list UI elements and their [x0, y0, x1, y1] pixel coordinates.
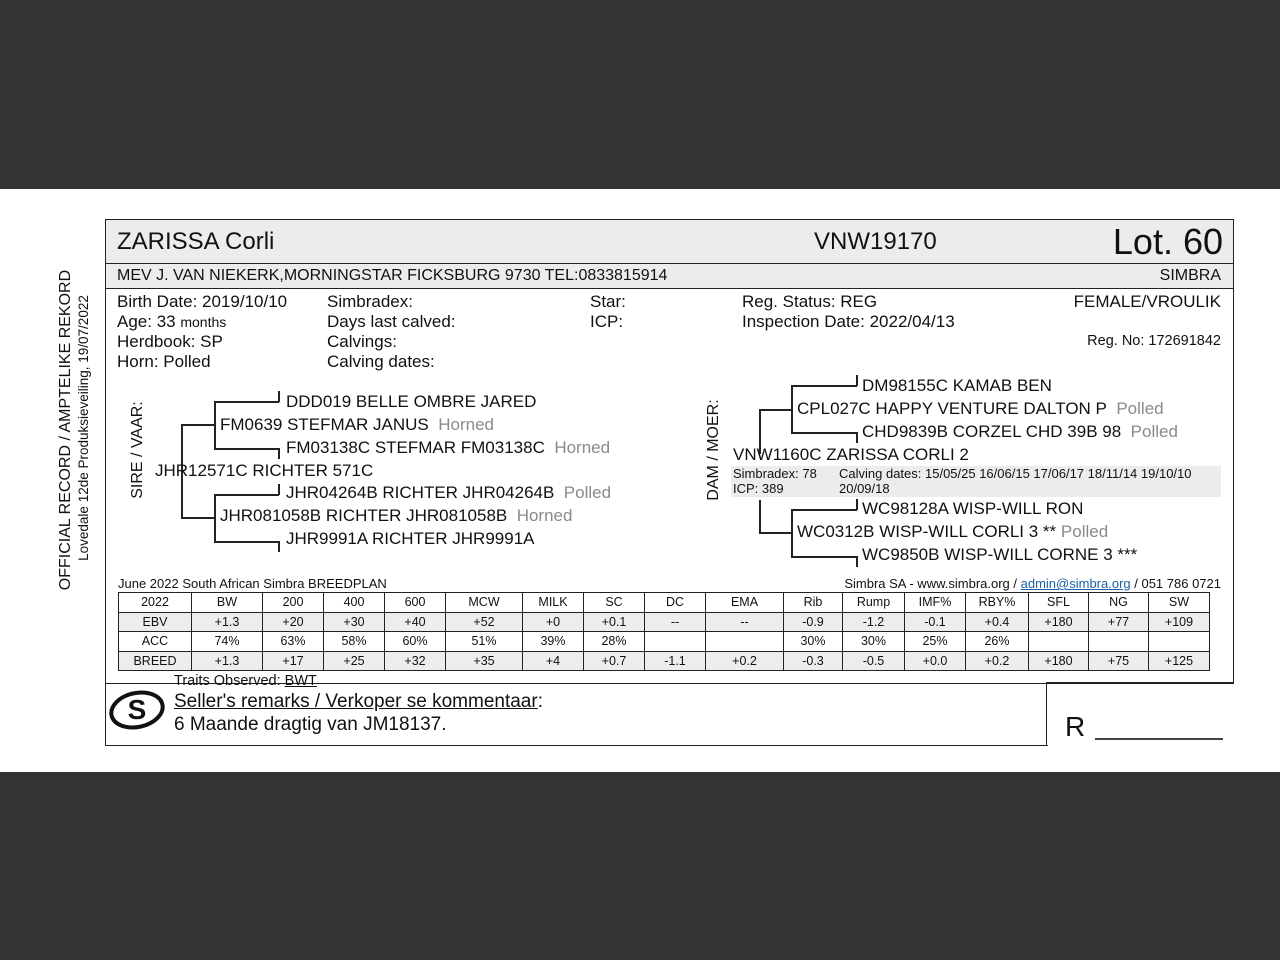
table-cell: -0.9 [784, 612, 843, 632]
table-cell: -0.1 [905, 612, 966, 632]
table-cell: +125 [1149, 651, 1210, 671]
sire-sire-dam-name: FM03138C STEFMAR FM03138C [286, 438, 545, 457]
dam-dam-name: WC0312B WISP-WILL CORLI 3 ** [797, 522, 1057, 541]
animal-name: ZARISSA Corli [117, 228, 275, 255]
table-cell: +35 [446, 651, 523, 671]
sire-dam [220, 506, 572, 526]
table-header-cell: SC [584, 593, 645, 613]
dam-sire-horn: Polled [1116, 399, 1164, 418]
svg-text:S: S [127, 694, 147, 725]
sire-sire [220, 415, 494, 435]
sire-sire-dam-horn: Horned [554, 438, 611, 457]
table-header-cell: 200 [263, 593, 324, 613]
breedplan-caption: June 2022 South African Simbra BREEDPLAN [118, 576, 387, 591]
table-cell: BREED [119, 651, 192, 671]
sex: FEMALE/VROULIK [1073, 292, 1221, 311]
table-header-cell: DC [645, 593, 706, 613]
days-last-calved: Days last calved: [327, 312, 456, 331]
table-header-cell: RBY% [966, 593, 1029, 613]
table-header-cell: Rib [784, 593, 843, 613]
dam-calving-dates: Calving dates: 15/05/25 16/06/15 17/06/17 18/11/14 19/10/10 [839, 466, 1192, 481]
sire-dam-sire-horn: Polled [563, 483, 612, 502]
table-header-cell: SFL [1029, 593, 1089, 613]
traits-observed [174, 673, 317, 689]
reg-number: Reg. No: 172691842 [1087, 333, 1221, 349]
table-cell: 26% [966, 632, 1029, 652]
sire-dam-horn: Horned [516, 506, 573, 525]
table-cell: +30 [324, 612, 385, 632]
table-row [119, 612, 1210, 632]
sire-name: JHR12571C RICHTER 571C [155, 461, 374, 480]
catalogue-sheet [0, 189, 1280, 772]
table-header-cell: 2022 [119, 593, 192, 613]
breedplan-contact [844, 576, 1221, 591]
dam-label: DAM / MOER: [705, 399, 722, 501]
table-header-cell: Rump [843, 593, 905, 613]
table-cell: +32 [385, 651, 446, 671]
dam-dam-sire: WC98128A WISP-WILL RON [862, 499, 1084, 518]
animal-id: VNW19170 [814, 228, 937, 255]
table-cell: +0.2 [966, 651, 1029, 671]
inspection-date: Inspection Date: 2022/04/13 [742, 312, 955, 331]
table-cell: 58% [324, 632, 385, 652]
event-label: Lovedale 12de Produksieveiling, 19/07/2022 [76, 295, 91, 561]
sire-sire-horn: Horned [438, 415, 494, 434]
table-cell: 28% [584, 632, 645, 652]
table-cell: +1.3 [192, 612, 263, 632]
table-cell [1089, 632, 1149, 652]
price-label: R [1065, 711, 1086, 742]
table-header-cell: NG [1089, 593, 1149, 613]
table-header-cell: BW [192, 593, 263, 613]
dam-sire-dam [862, 422, 1178, 442]
dam-dam-horn: Polled [1060, 522, 1109, 541]
table-cell: +0.4 [966, 612, 1029, 632]
remarks-heading [174, 691, 543, 713]
dam-sire-dam-name: CHD9839B CORZEL CHD 39B 98 [862, 422, 1122, 441]
breedplan-table [118, 592, 1210, 671]
table-header-cell: MILK [523, 593, 584, 613]
dam-sire-name: CPL027C HAPPY VENTURE DALTON P [797, 399, 1107, 418]
contact-email-link[interactable]: admin@simbra.org [1020, 576, 1131, 591]
contact-website: Simbra SA - www.simbra.org / [844, 576, 1021, 591]
table-cell: -- [645, 612, 706, 632]
table-cell: +4 [523, 651, 584, 671]
table-header-cell: IMF% [905, 593, 966, 613]
breed-label: SIMBRA [1159, 267, 1221, 284]
age [117, 312, 226, 332]
dam-dam-dam: WC9850B WISP-WILL CORNE 3 *** [862, 545, 1138, 564]
table-header-cell: 600 [385, 593, 446, 613]
table-cell: +180 [1029, 612, 1089, 632]
dam-name: VNW1160C ZARISSA CORLI 2 [733, 445, 969, 464]
dam-calving-dates-cont: 20/09/18 [839, 481, 890, 496]
lot-number: Lot. 60 [1112, 221, 1223, 262]
table-cell: +17 [263, 651, 324, 671]
dam-sire [797, 399, 1164, 419]
lot-card [105, 219, 1234, 684]
remarks-colon: : [537, 691, 543, 712]
simbra-logo-icon [108, 686, 166, 732]
sire-sire-name: FM0639 STEFMAR JANUS [220, 415, 429, 434]
table-row [119, 632, 1210, 652]
table-header-cell: 400 [324, 593, 385, 613]
table-cell: 39% [523, 632, 584, 652]
table-cell [706, 632, 784, 652]
reg-status: Reg. Status: REG [742, 292, 878, 311]
traits-label: Traits Observed: [174, 673, 281, 689]
table-cell: 74% [192, 632, 263, 652]
table-cell: 30% [843, 632, 905, 652]
dam-simbradex: Simbradex: 78 [733, 466, 817, 481]
table-cell: +0.2 [706, 651, 784, 671]
dam-dam [797, 522, 1108, 542]
breeder-bar [106, 264, 1233, 289]
remarks-text: 6 Maande dragtig van JM18137. [174, 714, 447, 735]
traits-value: BWT [284, 673, 317, 689]
table-cell: 25% [905, 632, 966, 652]
table-cell: +0.7 [584, 651, 645, 671]
dam-sire-dam-horn: Polled [1130, 422, 1178, 441]
sire-dam-name: JHR081058B RICHTER JHR081058B [220, 506, 508, 525]
table-cell: 51% [446, 632, 523, 652]
table-cell: -0.3 [784, 651, 843, 671]
table-cell [1029, 632, 1089, 652]
table-cell: +0.1 [584, 612, 645, 632]
table-header-cell: EMA [706, 593, 784, 613]
star: Star: [590, 292, 626, 311]
price-box [1046, 682, 1234, 746]
table-cell: 30% [784, 632, 843, 652]
table-cell: +180 [1029, 651, 1089, 671]
simbradex: Simbradex: [327, 292, 413, 311]
birth-date: Birth Date: 2019/10/10 [117, 292, 288, 311]
table-cell: -- [706, 612, 784, 632]
table-cell [645, 632, 706, 652]
table-cell: 63% [263, 632, 324, 652]
table-cell: +77 [1089, 612, 1149, 632]
sire-dam-sire [286, 483, 611, 503]
sire-sire-sire: DDD019 BELLE OMBRE JARED [286, 392, 537, 411]
age-value: Age: 33 [117, 312, 176, 331]
herdbook: Herdbook: SP [117, 332, 223, 351]
table-cell: EBV [119, 612, 192, 632]
remarks-area [105, 673, 1048, 746]
table-cell: -1.2 [843, 612, 905, 632]
table-header-cell: SW [1149, 593, 1210, 613]
table-cell: +109 [1149, 612, 1210, 632]
sire-dam-dam: JHR9991A RICHTER JHR9991A [286, 529, 535, 548]
title-bar [106, 220, 1233, 264]
sire-label: SIRE / VAAR: [129, 401, 146, 499]
sire-sire-dam [286, 438, 610, 458]
dam-sire-sire: DM98155C KAMAB BEN [862, 376, 1052, 395]
horn-status: Horn: Polled [117, 352, 211, 371]
official-record-label: OFFICIAL RECORD / AMPTELIKE REKORD [57, 269, 74, 591]
breeder-info: MEV J. VAN NIEKERK,MORNINGSTAR FICKSBURG 9730 TEL:0833815914 [117, 267, 668, 284]
table-cell: +1.3 [192, 651, 263, 671]
table-cell: +52 [446, 612, 523, 632]
calving-dates: Calving dates: [327, 352, 435, 371]
table-cell: +20 [263, 612, 324, 632]
contact-phone: / 051 786 0721 [1130, 576, 1221, 591]
table-cell: +25 [324, 651, 385, 671]
table-cell: 60% [385, 632, 446, 652]
price-line [1095, 738, 1223, 740]
table-header-cell: MCW [446, 593, 523, 613]
table-cell: +0.0 [905, 651, 966, 671]
table-cell: +75 [1089, 651, 1149, 671]
table-cell: -1.1 [645, 651, 706, 671]
remarks-label: Seller's remarks / Verkoper se kommentaar [174, 691, 538, 712]
age-unit: months [180, 314, 227, 330]
icp: ICP: [590, 312, 624, 331]
sire-dam-sire-name: JHR04264B RICHTER JHR04264B [286, 483, 555, 502]
table-cell: ACC [119, 632, 192, 652]
table-row [119, 651, 1210, 671]
table-cell: -0.5 [843, 651, 905, 671]
table-header-row [119, 593, 1210, 613]
table-cell [1149, 632, 1210, 652]
dam-icp: ICP: 389 [733, 481, 784, 496]
table-cell: +0 [523, 612, 584, 632]
calvings: Calvings: [327, 332, 397, 351]
table-cell: +40 [385, 612, 446, 632]
